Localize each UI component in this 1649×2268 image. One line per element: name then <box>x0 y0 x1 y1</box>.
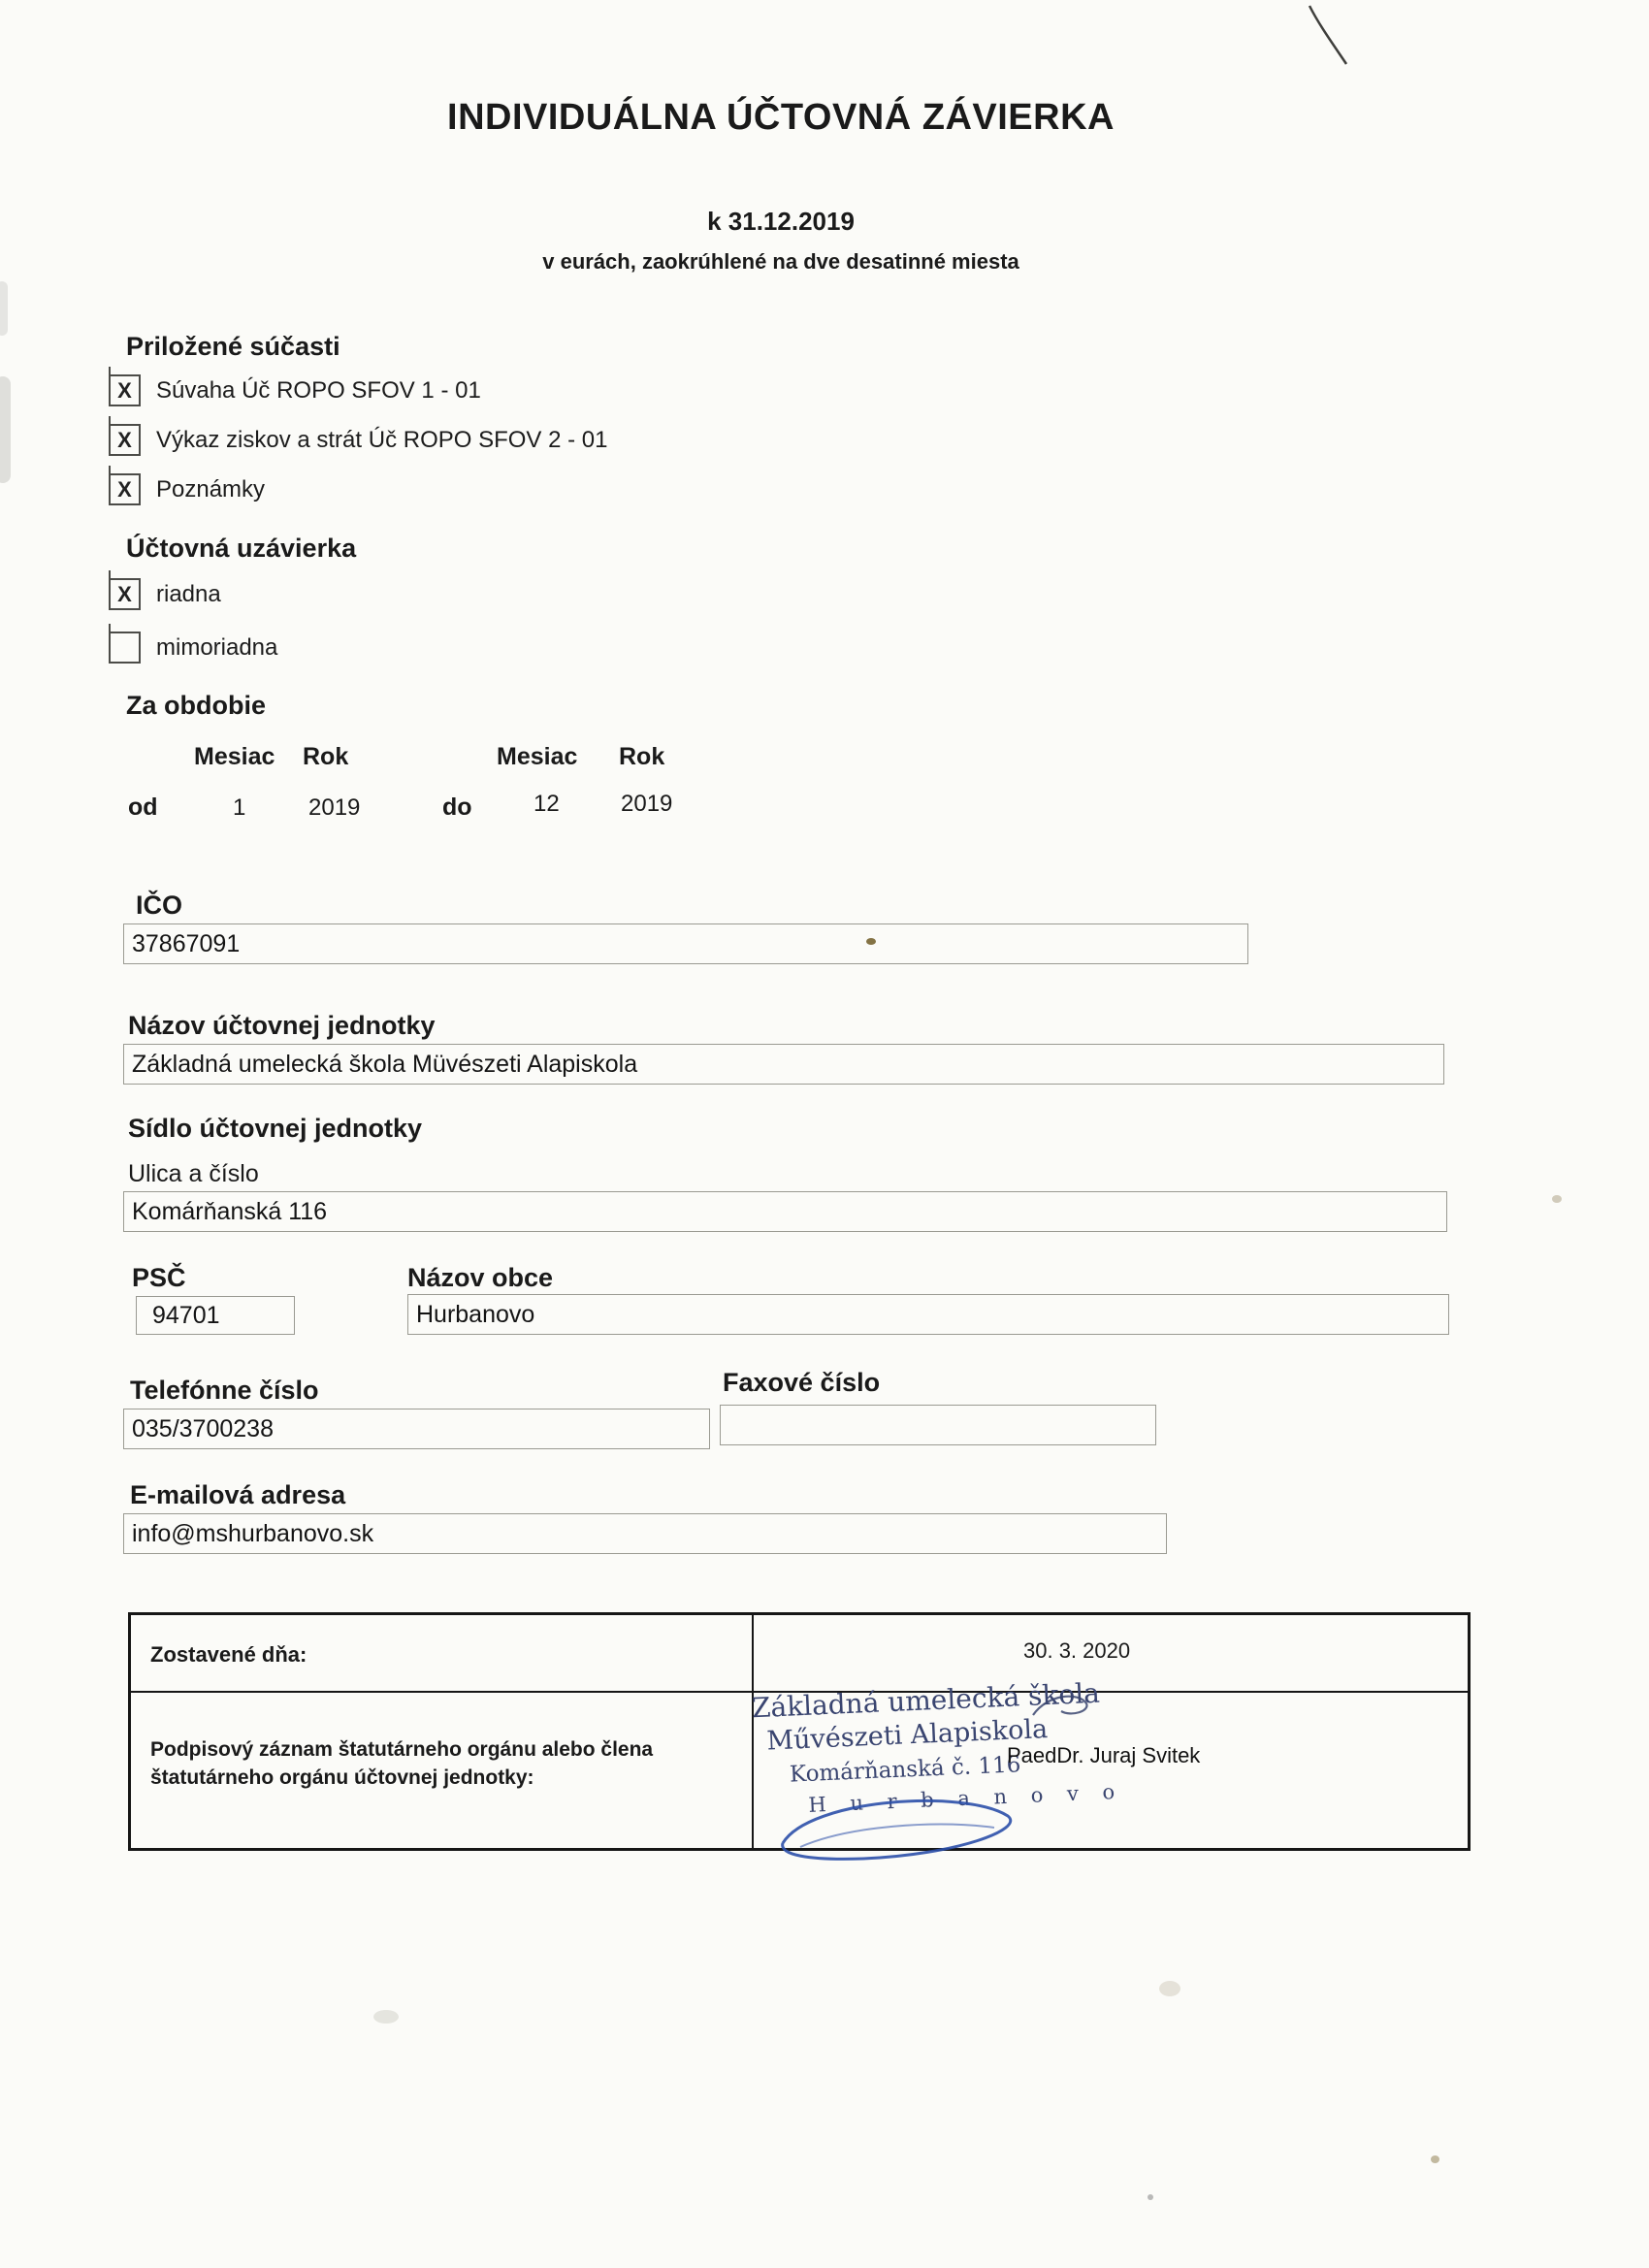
checkbox-mark: X <box>117 581 132 606</box>
street-field: Komárňanská 116 <box>123 1191 1447 1232</box>
signatory-label: Podpisový záznam štatutárneho orgánu alebo člena štatutárneho orgánu účtovnej jednotky: <box>150 1738 654 1790</box>
scan-artifact-speck <box>1148 2194 1153 2200</box>
period-year-header-from: Rok <box>303 743 349 770</box>
closing-row-riadna <box>109 578 221 610</box>
period-from-label: od <box>128 794 158 821</box>
scan-artifact-speck <box>1552 1195 1562 1203</box>
checkbox-suvaha <box>109 374 141 406</box>
period-to-label: do <box>442 794 472 821</box>
period-from-month: 1 <box>233 794 246 821</box>
ico-label: IČO <box>136 891 183 920</box>
closing-label: mimoriadna <box>156 633 278 661</box>
closing-heading: Účtovná uzávierka <box>126 534 357 563</box>
scan-artifact-smudge <box>1159 1981 1180 1996</box>
checkbox-mimoriadna <box>109 632 141 664</box>
scan-artifact-smudge <box>0 376 11 483</box>
form-date-heading: k 31.12.2019 <box>707 207 855 236</box>
period-to-year: 2019 <box>621 791 673 817</box>
phone-label: Telefónne číslo <box>130 1376 319 1405</box>
form-title: INDIVIDUÁLNA ÚČTOVNÁ ZÁVIERKA <box>447 97 1115 138</box>
stamp-line-4: H u r b a n o v o <box>807 1779 1124 1817</box>
psc-field: 94701 <box>136 1296 295 1335</box>
attachment-row-suvaha <box>109 374 481 406</box>
checkbox-vykaz <box>109 424 141 456</box>
town-label: Názov obce <box>407 1263 554 1292</box>
stamp-line-1: Základná umelecká škola <box>751 1676 1101 1725</box>
attachment-label: Súvaha Úč ROPO SFOV 1 - 01 <box>156 376 481 404</box>
period-from-year: 2019 <box>308 794 361 821</box>
fax-label: Faxové číslo <box>723 1368 881 1397</box>
period-to-month: 12 <box>534 791 560 817</box>
checkbox-riadna <box>109 578 141 610</box>
compiled-date-value: 30. 3. 2020 <box>1023 1638 1131 1663</box>
stamp-line-3: Komárňanská č. 116 <box>789 1752 1021 1788</box>
attachment-label: Poznámky <box>156 475 266 502</box>
checkbox-poznamky <box>109 473 141 505</box>
town-field: Hurbanovo <box>407 1294 1449 1335</box>
email-field: info@mshurbanovo.sk <box>123 1513 1167 1554</box>
scan-artifact-speck <box>1431 2155 1439 2163</box>
ico-field: 37867091 <box>123 923 1248 964</box>
attachments-heading: Priložené súčasti <box>126 332 340 361</box>
psc-label: PSČ <box>132 1263 186 1292</box>
scan-artifact-smudge <box>373 2010 399 2024</box>
rounding-note: v eurách, zaokrúhlené na dve desatinné miesta <box>542 249 1019 274</box>
scan-artifact-pen-line <box>1306 4 1350 68</box>
period-heading: Za obdobie <box>126 691 266 720</box>
email-label: E-mailová adresa <box>130 1480 346 1509</box>
attachment-label: Výkaz ziskov a strát Úč ROPO SFOV 2 - 01 <box>156 426 608 453</box>
compiled-date-label: Zostavené dňa: <box>150 1642 307 1667</box>
entity-name-field: Základná umelecká škola Müvészeti Alapiskola <box>123 1044 1444 1085</box>
address-heading: Sídlo účtovnej jednotky <box>128 1114 423 1143</box>
attachment-row-poznamky <box>109 473 265 505</box>
signatory-name: PaedDr. Juraj Svitek <box>1007 1743 1201 1767</box>
attachment-row-vykaz <box>109 424 607 456</box>
period-year-header-to: Rok <box>619 743 665 770</box>
period-month-header-to: Mesiac <box>497 743 578 770</box>
stamp-line-2: Művészeti Alapiskola <box>765 1714 1049 1757</box>
checkbox-mark: X <box>117 476 132 502</box>
closing-row-mimoriadna <box>109 632 277 664</box>
closing-label: riadna <box>156 580 221 607</box>
entity-name-label: Názov účtovnej jednotky <box>128 1011 436 1040</box>
street-label: Ulica a číslo <box>128 1160 259 1187</box>
period-month-header-from: Mesiac <box>194 743 275 770</box>
fax-field <box>720 1405 1156 1445</box>
phone-field: 035/3700238 <box>123 1409 710 1449</box>
scan-artifact-smudge <box>0 281 8 336</box>
checkbox-mark: X <box>117 427 132 452</box>
checkbox-mark: X <box>117 377 132 403</box>
